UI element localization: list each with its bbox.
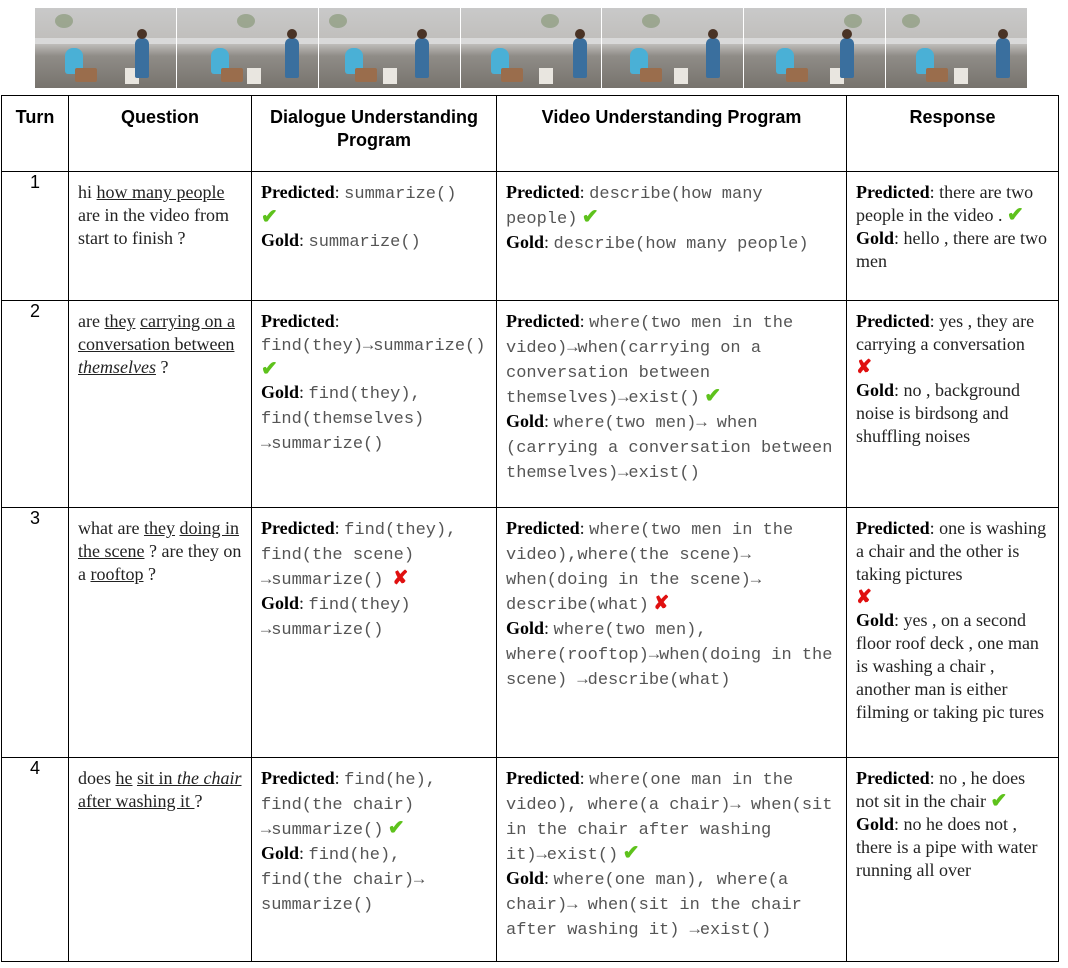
turn-number: 2 <box>2 301 69 508</box>
question-phrase: doing in the scene <box>78 518 239 561</box>
dialogue-turn-table <box>1 95 1059 962</box>
video-program-cell: Predicted: where(two men in the video),where(the scene)→ when(doing in the scene)→ describe(what) ✘ Gold: where(two men), where(rooftop)→when(doing in the scene) →describe(what) <box>497 508 847 758</box>
question-cell: does he sit in the chair after washing it ? <box>69 758 252 962</box>
question-phrase: they <box>104 311 136 331</box>
video-frame <box>602 8 744 88</box>
check-icon: ✔ <box>261 358 278 380</box>
question-phrase: sit in <box>137 768 178 788</box>
question-phrase: they <box>143 518 175 538</box>
video-frame <box>35 8 177 88</box>
check-icon: ✔ <box>704 385 722 407</box>
video-program-cell: Predicted: where(one man in the video), where(a chair)→ when(sit in the chair after washing it)→exist() ✔ Gold: where(one man), where(a chair)→ when(sit in the chair after washing it) →exist() <box>497 758 847 962</box>
header-question: Question <box>69 96 252 172</box>
question-cell: hi how many people are in the video from start to finish ? <box>69 172 252 301</box>
turn-number: 1 <box>2 172 69 301</box>
video-program-cell: Predicted: where(two men in the video)→when(carrying on a conversation between themselves)→exist() ✔ Gold: where(two men)→ when (carrying a conversation between themselves)→exist() <box>497 301 847 508</box>
cross-icon: ✘ <box>856 357 872 378</box>
question-phrase: how many people <box>96 182 225 202</box>
question-phrase: the chair <box>177 768 242 788</box>
dialogue-program-cell: Predicted: find(they), find(the scene) →summarize() ✘ Gold: find(they) →summarize() <box>252 508 497 758</box>
response-cell: Predicted: there are two people in the video . ✔ Gold: hello , there are two men <box>847 172 1059 301</box>
table-row <box>2 758 1059 962</box>
cross-icon: ✘ <box>856 587 872 608</box>
check-icon: ✔ <box>1006 204 1024 226</box>
dialogue-program-cell: Predicted: find(they)→summarize() ✔ Gold: find(they), find(themselves) →summarize() <box>252 301 497 508</box>
turn-number: 3 <box>2 508 69 758</box>
check-icon: ✔ <box>622 842 640 864</box>
header-response: Response <box>847 96 1059 172</box>
video-frame <box>177 8 319 88</box>
video-program-cell: Predicted: describe(how many people) ✔ Gold: describe(how many people) <box>497 172 847 301</box>
video-frame <box>886 8 1028 88</box>
dialogue-program-cell: Predicted: find(he), find(the chair) →summarize() ✔ Gold: find(he), find(the chair)→ summarize() <box>252 758 497 962</box>
check-icon: ✔ <box>581 206 599 228</box>
response-cell: Predicted: yes , they are carrying a conversation ✘ Gold: no , background noise is birdsong and shuffling noises <box>847 301 1059 508</box>
response-cell: Predicted: no , he does not sit in the chair ✔ Gold: no he does not , there is a pipe with water running all over <box>847 758 1059 962</box>
cross-icon: ✘ <box>392 568 409 589</box>
header-dialogue-program: Dialogue Understanding Program <box>252 96 497 172</box>
question-phrase: carrying on a conversation between <box>78 311 235 354</box>
check-icon: ✔ <box>261 206 278 228</box>
response-cell: Predicted: one is washing a chair and the other is taking pictures ✘ Gold: yes , on a second floor roof deck , one man is washing a chair , another man is either filming or taking pic tures <box>847 508 1059 758</box>
dialogue-program-cell: Predicted: summarize() ✔ Gold: summarize() <box>252 172 497 301</box>
question-cell: are they carrying on a conversation between themselves ? <box>69 301 252 508</box>
question-phrase: rooftop <box>90 564 144 584</box>
video-frame <box>744 8 886 88</box>
header-video-program: Video Understanding Program <box>497 96 847 172</box>
table-row <box>2 172 1059 301</box>
question-phrase: themselves <box>78 357 156 377</box>
video-frame-strip <box>35 8 1028 88</box>
question-cell: what are they doing in the scene ? are they on a rooftop ? <box>69 508 252 758</box>
header-turn: Turn <box>2 96 69 172</box>
header-row <box>2 96 1059 172</box>
question-phrase: he <box>115 768 133 788</box>
cross-icon: ✘ <box>653 593 670 614</box>
video-frame <box>461 8 603 88</box>
question-phrase: after washing it <box>78 791 195 811</box>
check-icon: ✔ <box>387 817 405 839</box>
video-frame <box>319 8 461 88</box>
check-icon: ✔ <box>990 790 1008 812</box>
table-row <box>2 301 1059 508</box>
table-row <box>2 508 1059 758</box>
turn-number: 4 <box>2 758 69 962</box>
